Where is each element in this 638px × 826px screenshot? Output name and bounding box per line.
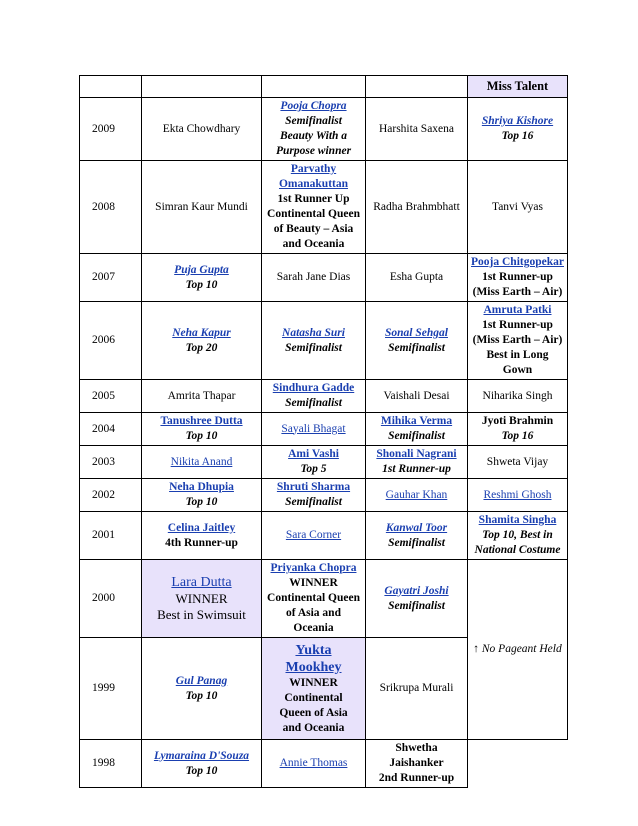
year-cell [80,161,142,254]
winner-cell [262,638,366,740]
result-cell [366,161,468,254]
result-cell [468,254,568,302]
contestant-link[interactable]: Nikita Anand [170,455,233,468]
result-cell [468,98,568,161]
pageant-results-table [79,75,568,788]
result-cell [366,446,468,479]
contestant-link[interactable]: Annie Thomas [279,757,348,769]
year-cell [80,98,142,161]
result-cell [366,302,468,380]
header-cell-3 [366,76,468,98]
result-note: Jaishanker [389,757,444,769]
result-cell [262,740,366,788]
result-cell [468,302,568,380]
year-label: 2008 [92,200,115,213]
result-cell [366,638,468,740]
result-note: Semifinalist [285,115,342,127]
result-cell [262,98,366,161]
year-label: 1999 [92,682,115,694]
result-note: of Asia and [286,607,341,619]
result-cell [262,380,366,413]
result-cell [468,479,568,512]
contestant-name: Esha Gupta [389,271,444,283]
year-label: 1998 [92,757,115,769]
year-cell [80,254,142,302]
result-note: Top 10 [185,496,218,508]
result-cell [468,380,568,413]
table-row [80,161,568,254]
contestant-link[interactable]: Omanakuttan [278,178,349,190]
result-cell [262,479,366,512]
header-cell-miss-talent [468,76,568,98]
result-cell [468,512,568,560]
result-cell [142,380,262,413]
result-note: Continental Queen [267,208,360,220]
year-cell [80,638,142,740]
result-cell [142,161,262,254]
contestant-link[interactable]: Pooja Chopra [280,100,347,112]
contestant-link[interactable]: Priyanka Chopra [270,562,357,574]
contestant-link[interactable]: Lymaraina D'Souza [153,749,250,762]
contestant-name: Vaishali Desai [383,389,450,402]
result-note: Semifinalist [285,496,342,508]
result-cell [142,254,262,302]
no-pageant-held-label: ↑ No Pageant Held [473,643,562,655]
result-cell [468,413,568,446]
year-cell [80,740,142,788]
result-note: Top 10, Best in [482,529,553,541]
result-note: Continental [284,691,343,704]
contestant-link[interactable]: Celina Jaitley [167,521,236,534]
contestant-link[interactable]: Shriya Kishore [481,115,554,127]
result-note: Oceania [293,622,334,634]
result-cell [366,740,468,788]
contestant-link[interactable]: Shruti Sharma [276,481,351,493]
result-cell [366,479,468,512]
result-note: (Miss Earth – Air) [472,334,563,346]
result-note: WINNER [289,676,338,689]
result-note: 1st Runner-up [382,463,451,475]
result-note: Semifinalist [388,536,445,549]
result-note: Semifinalist [285,341,342,354]
year-label: 2002 [92,488,115,501]
year-label: 2009 [92,122,115,135]
contestant-link[interactable]: Gauhar Khan [385,488,448,501]
result-cell [142,413,262,446]
year-cell [80,560,142,638]
result-note: Shwetha [395,742,438,754]
result-cell [262,560,366,638]
result-cell [366,254,468,302]
year-label: 2003 [92,455,115,468]
contestant-name: Niharika Singh [482,389,553,402]
result-note: Semifinalist [285,397,342,409]
result-cell [142,512,262,560]
result-note: Purpose winner [275,145,352,157]
header-cell-1 [142,76,262,98]
result-cell [468,161,568,254]
result-note: (Miss Earth – Air) [472,286,563,298]
result-note: WINNER [289,577,338,589]
contestant-link[interactable]: Neha Kapur [172,326,231,339]
result-cell [366,380,468,413]
result-note: Top 16 [501,130,534,142]
result-note: Semifinalist [388,430,445,442]
contestant-link[interactable]: Sonal Sehgal [385,326,448,339]
result-note: 1st Runner-up [482,319,553,331]
result-note: Top 10 [185,278,218,291]
contestant-name: Simran Kaur Mundi [155,200,248,213]
contestant-link[interactable]: Shamita Singha [478,514,557,526]
result-cell [262,161,366,254]
result-cell [142,638,262,740]
year-label: 2005 [92,389,115,402]
result-note: Top 16 [501,430,534,442]
contestant-link[interactable]: Amruta Patki [483,304,552,316]
result-note: Best in Swimsuit [157,607,246,622]
contestant-link[interactable]: Mookhey [285,659,342,675]
result-note: Top 10 [185,689,218,702]
result-cell [366,512,468,560]
year-label: 2004 [92,422,115,435]
contestant-link[interactable]: Gayatri Joshi [384,584,449,597]
contestant-link[interactable]: Kanwal Toor [385,521,448,534]
result-cell [366,98,468,161]
table-row [80,302,568,380]
contestant-name: Jyoti Brahmin [481,415,554,427]
result-note: WINNER [175,591,228,606]
contestant-link[interactable]: Yukta [295,642,332,658]
table-row [80,380,568,413]
contestant-link[interactable]: Natasha Suri [282,326,345,339]
result-note: and Oceania [282,721,345,734]
contestant-link[interactable]: Gul Panag [175,674,228,687]
result-note: 1st Runner Up [277,193,350,205]
result-note: Beauty With a [279,130,348,142]
result-cell [142,479,262,512]
result-cell [262,254,366,302]
result-cell [468,446,568,479]
contestant-link[interactable]: Parvathy [290,163,337,175]
contestant-link[interactable]: Sindhura Gadde [272,382,355,394]
table-row [80,740,568,788]
year-cell [80,512,142,560]
result-cell [142,98,262,161]
contestant-name: Srikrupa Murali [379,682,454,694]
contestant-link[interactable]: Shonali Nagrani [376,448,457,460]
year-cell [80,479,142,512]
header-miss-talent-label: Miss Talent [486,79,549,93]
contestant-name: Amrita Thapar [167,389,236,402]
result-cell [366,560,468,638]
contestant-name: Tanvi Vyas [491,200,544,213]
table-row [80,512,568,560]
result-note: Continental Queen [267,592,360,604]
year-label: 2000 [92,592,115,604]
result-cell [262,302,366,380]
result-cell [366,413,468,446]
year-label: 2006 [92,334,115,346]
result-note: National Costume [474,544,561,556]
contestant-name: Harshita Saxena [378,122,455,135]
year-cell [80,302,142,380]
contestant-link[interactable]: Pooja Chitgopekar [471,256,564,268]
year-label: 2007 [92,271,115,283]
table-row [80,254,568,302]
table-row [80,413,568,446]
result-note: Top 10 [185,764,218,777]
table-row [80,560,568,638]
contestant-name: Ekta Chowdhary [162,122,241,135]
table-row [80,98,568,161]
result-note: Top 5 [300,463,327,475]
result-cell [262,413,366,446]
year-cell [80,446,142,479]
result-note: 1st Runner-up [482,271,553,283]
header-row [80,76,568,98]
contestant-link[interactable]: Lara Dutta [171,575,232,590]
table-row [80,446,568,479]
result-cell [262,512,366,560]
year-label: 2001 [92,529,115,541]
result-cell [142,302,262,380]
year-cell [80,380,142,413]
winner-cell [142,560,262,638]
contestant-name: Shweta Vijay [486,455,549,468]
result-note: Queen of Asia [279,706,348,719]
result-cell [142,740,262,788]
contestant-name: Radha Brahmbhatt [373,200,460,213]
result-note: 4th Runner-up [165,536,238,549]
contestant-link[interactable]: Mihika Verma [380,415,453,427]
contestant-name: Sarah Jane Dias [276,271,351,283]
contestant-link[interactable]: Neha Dhupia [169,481,234,493]
result-note: Semifinalist [388,341,445,354]
result-note: 2nd Runner-up [378,772,455,784]
contestant-link[interactable]: Ami Vashi [288,448,339,460]
no-pageant-held-cell [468,560,568,740]
result-note: Best in Long [486,349,549,361]
result-note: Top 10 [185,430,218,442]
result-cell [262,446,366,479]
result-note: of Beauty – Asia [273,223,354,235]
table-row [80,479,568,512]
result-note: Top 20 [185,341,218,354]
contestant-link[interactable]: Tanushree Dutta [160,415,243,427]
contestant-link[interactable]: Sayali Bhagat [281,422,346,435]
contestant-link[interactable]: Sara Corner [285,529,342,541]
contestant-link[interactable]: Puja Gupta [174,263,229,276]
result-note: Gown [502,364,533,376]
result-cell [142,446,262,479]
year-cell [80,413,142,446]
result-note: and Oceania [282,238,345,250]
header-cell-year [80,76,142,98]
contestant-link[interactable]: Reshmi Ghosh [483,488,552,501]
header-cell-2 [262,76,366,98]
result-note: Semifinalist [388,599,445,612]
